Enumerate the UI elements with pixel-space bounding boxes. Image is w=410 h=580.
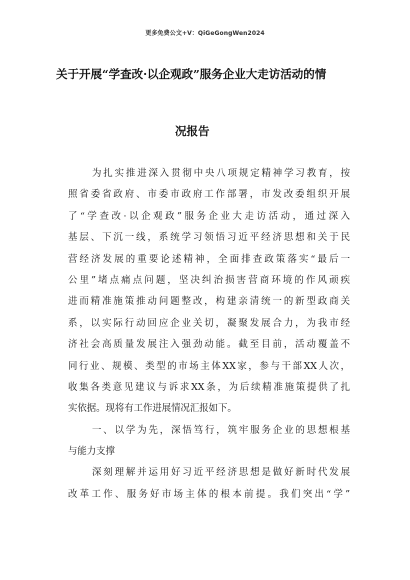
body-line: 公里”堵点痛点问题，坚决纠治损害营商环境的作风顽疾 [68,274,350,286]
body-line: 系，以实际行动回应企业关切，凝聚发展合力，为我市经 [68,317,350,329]
body-line: 收集各类意见建议与诉求XX条，为后续精准施策提供了扎 [68,381,350,393]
body-line: 改革工作、服务好市场主体的根本前提。我们突出“学” [68,488,350,500]
body-line: 同行业、规模、类型的市场主体XX家，参与干部XX人次， [68,360,350,372]
body-line: 基层、下沉一线，系统学习领悟习近平经济思想和关于民 [68,232,350,244]
body-line: 实依据。现将有工作进展情况汇报如下。 [68,403,237,415]
body-line: 为扎实推进深入贯彻中央八项规定精神学习教育，按 [92,168,350,179]
document-body [68,163,350,505]
document-title-line-1: 关于开展“学查改·以企观政”服务企业大走访活动的情 [56,67,327,81]
document-title-line-2: 况报告 [175,124,210,138]
section-heading-line: 一、以学为先，深悟笃行，筑牢服务企业的思想根基 [92,424,350,436]
body-line: 了“学查改·以企观政”服务企业大走访活动，通过深入 [68,210,350,222]
body-line: 济社会高质量发展注入强劲动能。截至目前，活动覆盖不 [68,339,350,351]
body-line: 深刻理解并运用好习近平经济思想是做好新时代发展 [92,467,350,479]
body-line: 照省委省政府、市委市政府工作部署，市发改委组织开展 [68,189,350,201]
section-heading-line: 与能力支撑 [68,446,115,458]
header-watermark: 更多免费公文+V：QiGeGongWen2024 [145,30,265,37]
body-line: 进而精准施策推动问题整改，构建亲清统一的新型政商关 [68,296,350,308]
body-line: 营经济发展的重要论述精神，全面排查政策落实“最后一 [68,253,350,265]
